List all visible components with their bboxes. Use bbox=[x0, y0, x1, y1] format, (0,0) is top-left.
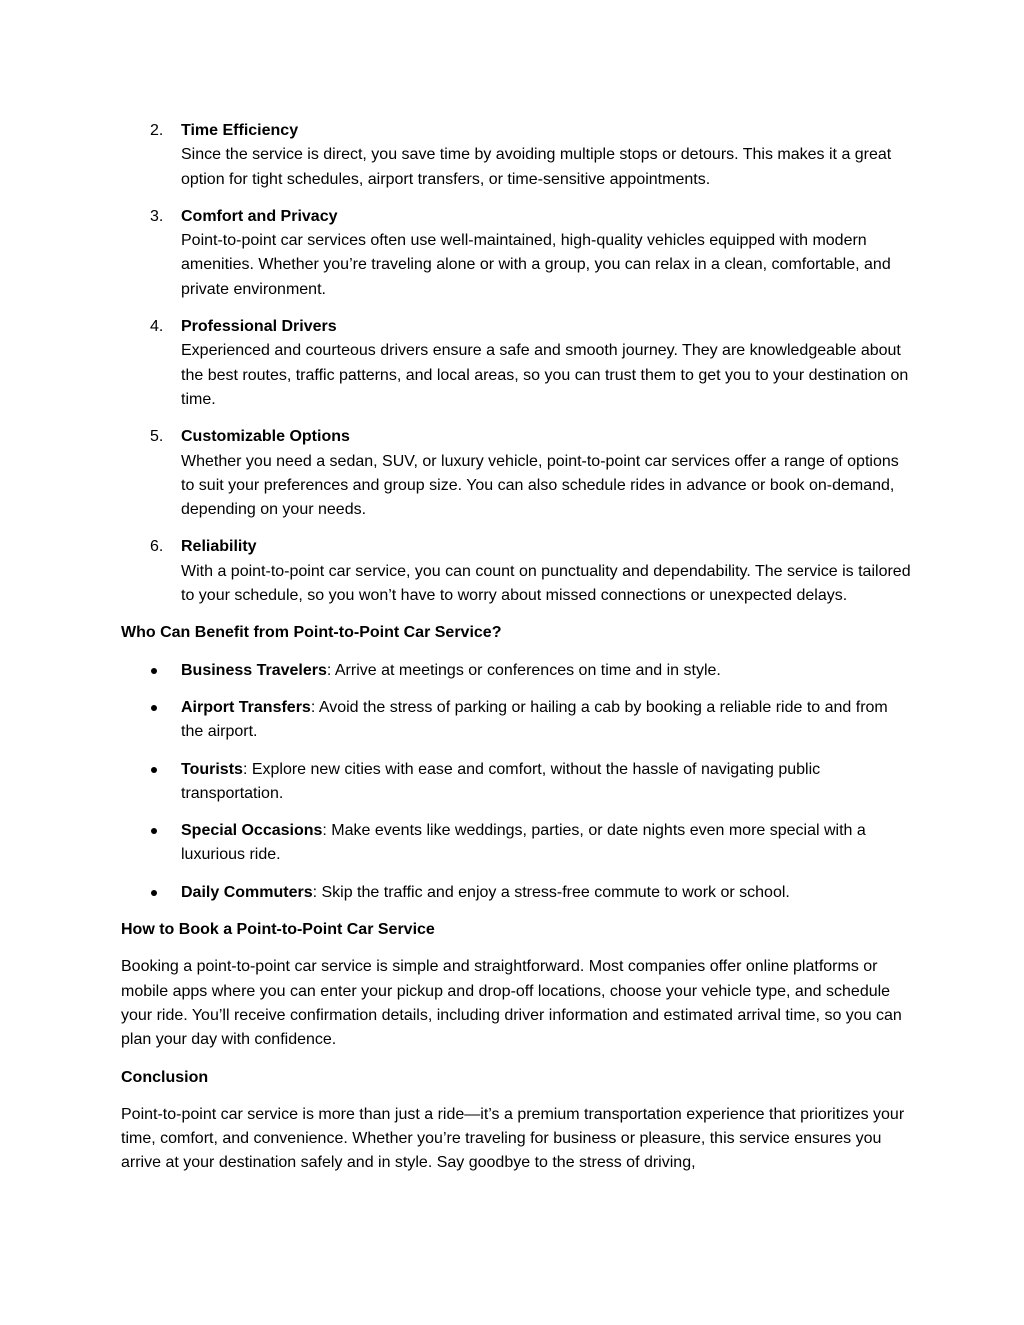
bullet-icon bbox=[151, 668, 157, 674]
item-body: Point-to-point car services often use well-maintained, high-quality vehicles equipped with modern amenities. Whether you’re traveling alone or with a group, you can relax in a clean, comfortable, and private environment. bbox=[181, 232, 891, 298]
item-title: Professional Drivers bbox=[181, 318, 337, 336]
list-item bbox=[121, 659, 911, 683]
item-title: Airport Transfers bbox=[181, 698, 311, 716]
list-item bbox=[121, 758, 911, 807]
item-title: Daily Commuters bbox=[181, 883, 313, 901]
item-title: Comfort and Privacy bbox=[181, 207, 338, 225]
list-number: 6. bbox=[150, 538, 164, 556]
item-body: : Skip the traffic and enjoy a stress-free commute to work or school. bbox=[312, 883, 790, 901]
list-number: 5. bbox=[150, 428, 164, 446]
how-to-book-paragraph: Booking a point-to-point car service is simple and straightforward. Most companies offer online platforms or mobile apps where you can enter your pickup and drop-off locations, choose your vehicle type, and schedule your ride. You’ll receive confirmation details, including driver information and estimated arrival time, so you can plan your day with confidence. bbox=[121, 958, 902, 1049]
document-page bbox=[121, 119, 911, 1189]
item-title: Time Efficiency bbox=[181, 122, 299, 139]
list-item bbox=[121, 535, 911, 608]
list-number: 4. bbox=[150, 318, 164, 336]
bullet-icon bbox=[151, 828, 157, 834]
item-title: Tourists bbox=[181, 760, 243, 778]
section-heading-who-benefits: Who Can Benefit from Point-to-Point Car Service? bbox=[121, 624, 502, 642]
item-body: With a point-to-point car service, you can count on punctuality and dependability. The service is tailored to your schedule, so you won’t have to worry about missed connections or unexpected delays. bbox=[181, 562, 911, 605]
list-item bbox=[121, 425, 911, 522]
section-heading-conclusion: Conclusion bbox=[121, 1068, 209, 1086]
list-item bbox=[121, 819, 911, 868]
beneficiaries-bullet-list bbox=[121, 659, 911, 905]
list-item bbox=[121, 315, 911, 412]
item-body: : Explore new cities with ease and comfort, without the hassle of navigating public transportation. bbox=[181, 760, 821, 802]
item-body: : Make events like weddings, parties, or date nights even more special with a luxurious ride. bbox=[181, 822, 866, 864]
bullet-icon bbox=[151, 705, 157, 711]
benefits-numbered-list bbox=[121, 119, 911, 608]
list-number: 2. bbox=[150, 122, 164, 139]
conclusion-paragraph: Point-to-point car service is more than just a ride—it’s a premium transportation experience that prioritizes your time, comfort, and convenience. Whether you’re traveling for business or pleasure, this service ensures you arrive at your destination safely and in style. Say goodbye to the stress of driving, bbox=[121, 1105, 905, 1172]
item-title: Reliability bbox=[181, 538, 257, 556]
bullet-icon bbox=[151, 767, 157, 773]
bullet-icon bbox=[151, 890, 157, 896]
list-item bbox=[121, 119, 911, 192]
item-body: Experienced and courteous drivers ensure a safe and smooth journey. They are knowledgeable about the best routes, traffic patterns, and local areas, so you can trust them to get you to your destination on time. bbox=[181, 342, 909, 408]
item-body: : Avoid the stress of parking or hailing a cab by booking a reliable ride to and from the airport. bbox=[181, 698, 888, 741]
list-number: 3. bbox=[150, 207, 164, 225]
list-item bbox=[121, 696, 911, 745]
item-body: : Arrive at meetings or conferences on time and in style. bbox=[326, 661, 721, 679]
list-item bbox=[121, 205, 911, 302]
item-title: Customizable Options bbox=[181, 428, 350, 446]
item-title: Special Occasions bbox=[181, 822, 323, 840]
list-item bbox=[121, 881, 911, 905]
item-title: Business Travelers bbox=[181, 661, 327, 679]
section-heading-how-to-book: How to Book a Point-to-Point Car Service bbox=[121, 921, 435, 939]
item-body: Whether you need a sedan, SUV, or luxury vehicle, point-to-point car services offer a range of options to suit your preferences and group size. You can also schedule rides in advance or book on-demand, depending on your needs. bbox=[181, 452, 899, 519]
item-body: Since the service is direct, you save time by avoiding multiple stops or detours. This makes it a great option for tight schedules, airport transfers, or time-sensitive appointments. bbox=[181, 146, 892, 188]
